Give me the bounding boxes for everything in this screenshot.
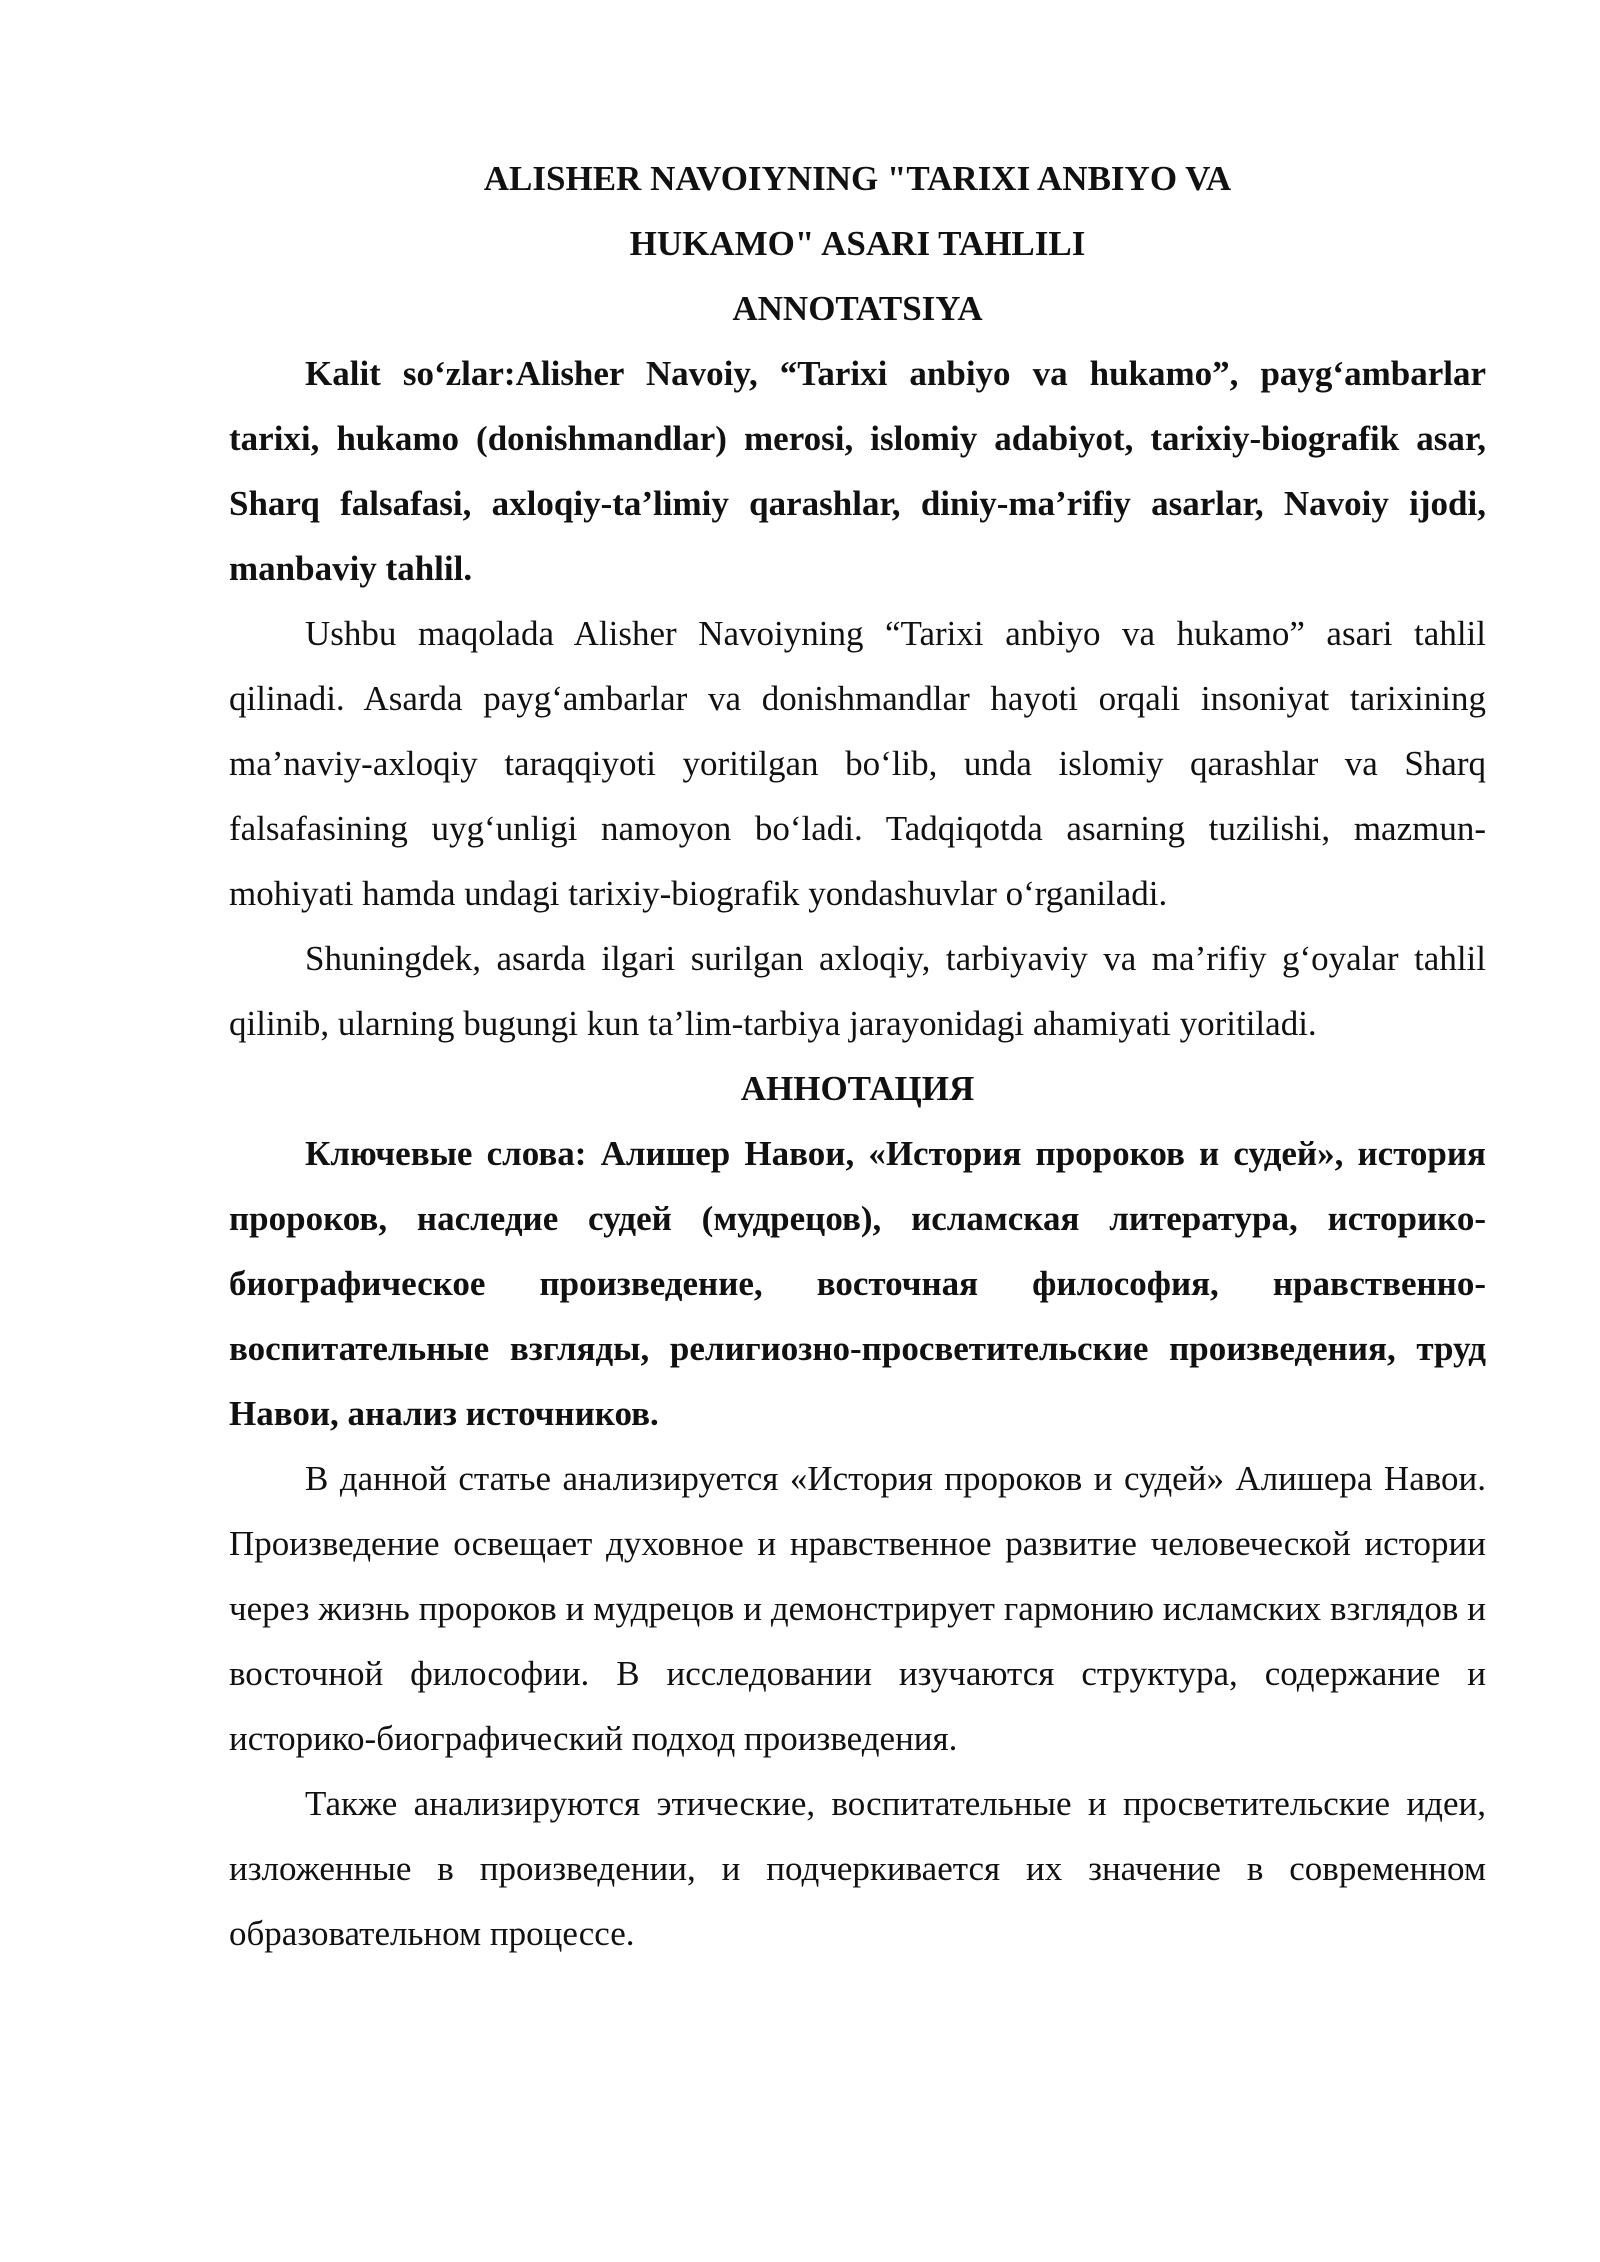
annotation-uz-paragraph-1: Ushbu maqolada Alisher Navoiyning “Tarixi anbiyo va hukamo” asari tahlil qilinadi. Asarda payg‘ambarlar va donishmandlar hayoti orqali insoniyat tarixining ma’naviy-axloqiy taraqqiyoti yoritilgan bo‘lib, unda islomiy qarashlar va Sharq falsafasining uyg‘unligi namoyon bo‘ladi. Tadqiqotda asarning tuzilishi, mazmun-mohiyati hamda undagi tarixiy-biografik yondashuvlar o‘rganiladi. xyxy=(229,614,1486,913)
annotation-ru-paragraph-2: Также анализируются этические, воспитательные и просветительские идеи, изложенные в произведении, и подчеркивается их значение в современном образовательном процессе. xyxy=(229,1784,1486,1953)
annotation-uz-paragraph-2: Shuningdek, asarda ilgari surilgan axloqiy, tarbiyaviy va ma’rifiy g‘oyalar tahlil qilinib, ularning bugungi kun ta’lim-tarbiya jarayonidagi ahamiyati yoritiladi. xyxy=(229,939,1486,1043)
annotation-ru-paragraph-1: В данной статье анализируется «История пророков и судей» Алишера Навои. Произведение освещает духовное и нравственное развитие человеческой истории через жизнь пророков и мудрецов и демонстрирует гармонию исламских взглядов и восточной философии. В исследовании изучаются структура, содержание и историко-биографический подход произведения. xyxy=(229,1459,1486,1758)
title-line-1: ALISHER NAVOIYNING "TARIXI ANBIYO VA xyxy=(483,159,1232,198)
annotation-uz-keywords: Kalit so‘zlar:Alisher Navoiy, “Tarixi anbiyo va hukamo”, payg‘ambarlar tarixi, hukamo (donishmandlar) merosi, islomiy adabiyot, tarixiy-biografik asar, Sharq falsafasi, axloqiy-ta’limiy qarashlar, diniy-ma’rifiy asarlar, Navoiy ijodi, manbaviy tahlil. xyxy=(229,354,1486,588)
document-body xyxy=(229,146,1486,1966)
annotation-ru-keywords: Ключевые слова: Алишер Навои, «История пророков и судей», история пророков, наследие судей (мудрецов), исламская литература, историко-биографическое произведение, восточная философия, нравственно-воспитательные взгляды, религиозно-просветительские произведения, труд Навои, анализ источников. xyxy=(229,1134,1486,1433)
annotation-uz-heading: ANNOTATSIYA xyxy=(732,289,983,328)
annotation-ru-heading: АННОТАЦИЯ xyxy=(740,1069,975,1108)
title-line-2: HUKAMO" ASARI TAHLILI xyxy=(629,224,1086,263)
